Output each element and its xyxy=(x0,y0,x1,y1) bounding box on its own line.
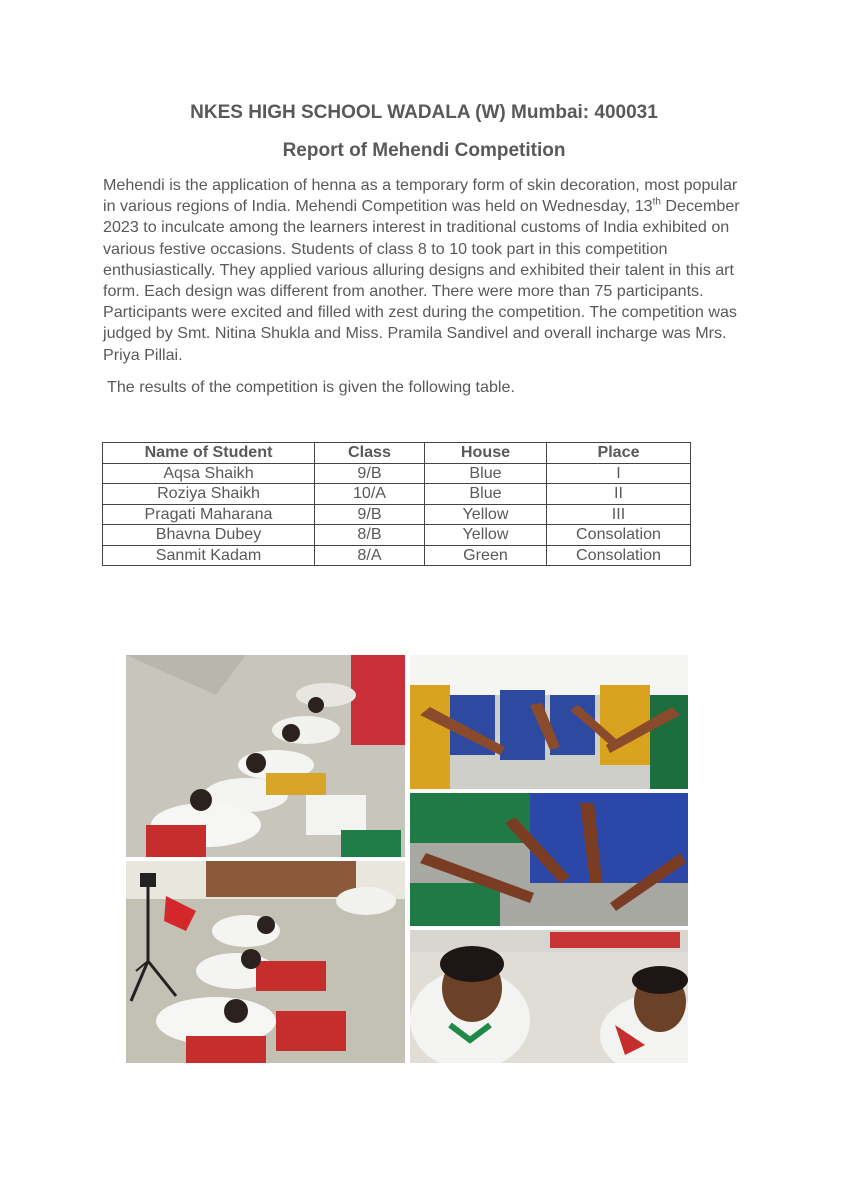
header-class: Class xyxy=(315,443,425,464)
cell-place: II xyxy=(547,484,691,505)
table-row xyxy=(103,504,691,525)
cell-name: Bhavna Dubey xyxy=(103,525,315,546)
cell-place: Consolation xyxy=(547,545,691,566)
cell-house: Yellow xyxy=(425,525,547,546)
cell-house: Blue xyxy=(425,463,547,484)
table-row xyxy=(103,484,691,505)
header-house: House xyxy=(425,443,547,464)
paragraph-part-1: Mehendi is the application of henna as a temporary form of skin decoration, most popular in various regions of India. Mehendi Competition was held on Wednesday, 13 xyxy=(103,176,738,216)
cell-class: 8/A xyxy=(315,545,425,566)
cell-house: Blue xyxy=(425,484,547,505)
cell-class: 9/B xyxy=(315,504,425,525)
results-table xyxy=(102,442,691,566)
table-row xyxy=(103,545,691,566)
cell-name: Sanmit Kadam xyxy=(103,545,315,566)
school-title: NKES HIGH SCHOOL WADALA (W) Mumbai: 400031 xyxy=(190,102,658,123)
cell-name: Pragati Maharana xyxy=(103,504,315,525)
cell-class: 8/B xyxy=(315,525,425,546)
photo-mehendi-hands-seated xyxy=(410,793,688,926)
header-name: Name of Student xyxy=(103,443,315,464)
cell-name: Roziya Shaikh xyxy=(103,484,315,505)
cell-place: I xyxy=(547,463,691,484)
table-row xyxy=(103,525,691,546)
cell-house: Green xyxy=(425,545,547,566)
table-header-row xyxy=(103,443,691,464)
cell-house: Yellow xyxy=(425,504,547,525)
photo-students-seated-row xyxy=(126,655,405,857)
photo-students-with-tripod xyxy=(126,861,405,1063)
header-place: Place xyxy=(547,443,691,464)
date-ordinal-suffix: th xyxy=(652,196,661,208)
table-row xyxy=(103,463,691,484)
cell-place: III xyxy=(547,504,691,525)
paragraph-part-2: December 2023 to inculcate among the learners interest in traditional customs of India exhibited on various festive occasions. Students of class 8 to 10 took part in this competition enthusiastically. They applied various alluring designs and exhibited their talent in this art form. Each design was different from another. There were more than 75 participants. Participants were excited and filled with zest during the competition. The competition was judged by Smt. Nitina Shukla and Miss. Pramila Sandivel and overall incharge was Mrs. Priya Pillai. xyxy=(103,197,740,364)
cell-place: Consolation xyxy=(547,525,691,546)
report-paragraph xyxy=(103,175,753,366)
results-intro: The results of the competition is given the following table. xyxy=(107,378,515,396)
cell-class: 10/A xyxy=(315,484,425,505)
report-title: Report of Mehendi Competition xyxy=(282,140,566,161)
photo-two-boys-smiling xyxy=(410,930,688,1063)
cell-class: 9/B xyxy=(315,463,425,484)
photo-mehendi-hands-standing xyxy=(410,655,688,789)
cell-name: Aqsa Shaikh xyxy=(103,463,315,484)
